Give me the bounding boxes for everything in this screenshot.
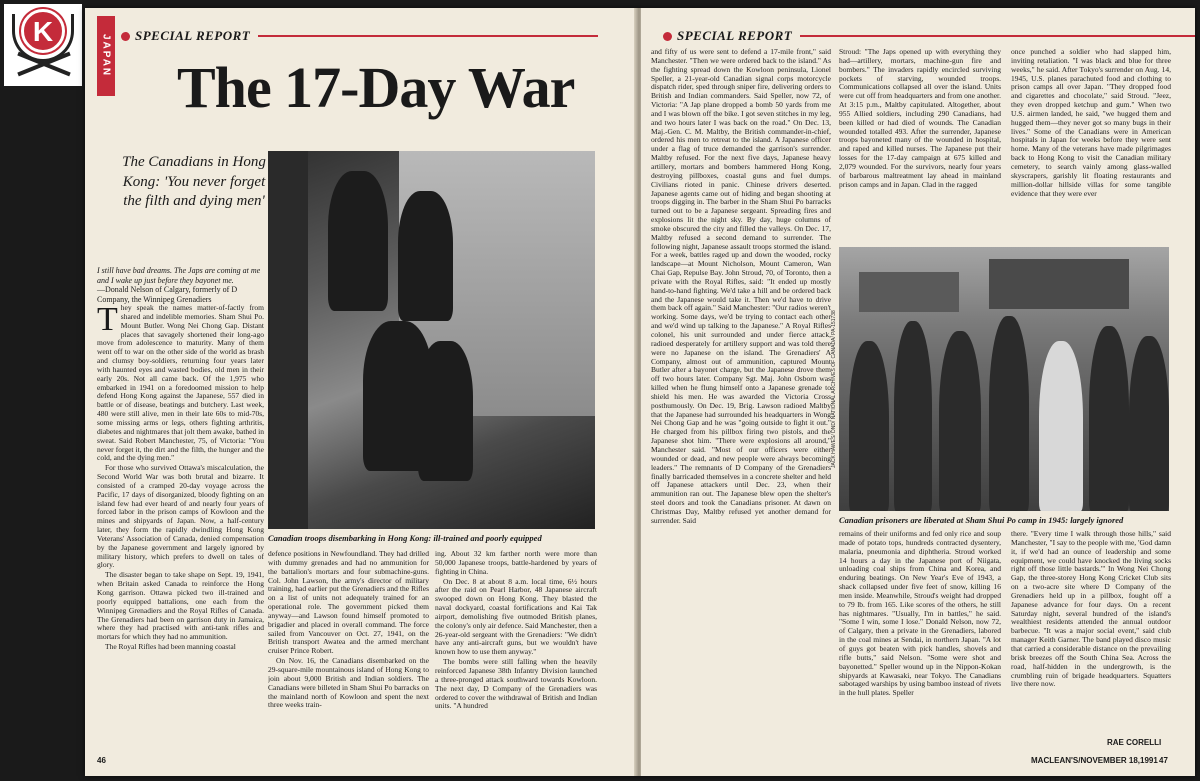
section-tab bbox=[97, 16, 115, 96]
photo-prisoner bbox=[939, 331, 981, 511]
byline: RAE CORELLI bbox=[1107, 738, 1162, 747]
page-number: 47 bbox=[1159, 756, 1168, 765]
column-1 bbox=[97, 304, 264, 752]
photo-prisoner bbox=[894, 321, 932, 511]
photo-caption: Canadian troops disembarking in Hong Kong: ill-trained and poorly equipped bbox=[268, 533, 542, 543]
photo-ship-hull bbox=[268, 151, 308, 529]
section-label: SPECIAL REPORT bbox=[677, 28, 793, 43]
photo-prisoner bbox=[989, 316, 1029, 511]
paragraph: The Royal Rifles had been manning coastal bbox=[105, 642, 236, 652]
epigraph bbox=[97, 266, 265, 304]
headline: The 17-Day War bbox=[177, 55, 575, 120]
paragraph: ing. About 32 km farther north were more than 50,000 Japanese troops, battle-hardened by years of fighting in China. bbox=[435, 550, 597, 576]
photo-figure bbox=[418, 341, 473, 481]
paragraph: For those who survived Ottawa's miscalculation, the Second World War was both brutal and bizarre. It consisted of a cramped 20-day voyage across the Pacific, 17 days of disorganized, bloody fighting on an island few had ever heard of and nearly four years of forced labor in the prison camps of Kowloon and the mines and shipyards of Japan. Now, a half-century later, they form the rapidly dwindling Hong Kong Veterans' Association of Canada, denied compensation by the Japanese government and largely ignored by military history, which prefers to dwell on tales of glory. bbox=[97, 463, 264, 570]
special-report-label bbox=[663, 28, 1195, 44]
logo-letter: K bbox=[32, 16, 54, 47]
photo-figure bbox=[328, 171, 388, 311]
column-1 bbox=[651, 48, 831, 748]
photo-caption: Canadian prisoners are liberated at Sham Shui Po camp in 1945: largely ignored bbox=[839, 515, 1124, 525]
paragraph: remains of their uniforms and fed only rice and soup made of potato tops, hundreds contracted dysentery, malaria, pneumonia and diphtheria. Stroud worked 14 hours a day in the Japanese port of Niigata, unloading coal ships from China and Korea, and enduring beatings. On New Year's Eve of 1943, a shack collapsed under five feet of snow, killing 16 men inside. Meanwhile, Stroud's weight had dropped to 79 lb. from 165. Like scores of the others, he still has nightmares. "Usually, I'm in battles," he said. "Some I win, some I lose." Donald Nelson, now 72, of Calgary, then a private in the Grenadiers, labored in the coal mines at Sendai, in northern Japan. "A lot of guys got beaten with pick handles, shovels and rifle butts," said Nelson. "Some were shot and bayonetted." Speller wound up in the Nippon-Kokan shipyards at Kawasaki, near Tokyo. The Canadians sabotaged warships by using bamboo instead of rivets in the hull plates. Speller bbox=[839, 530, 1001, 698]
logo-emblem bbox=[21, 9, 65, 53]
paragraph: Stroud: "The Japs opened up with everything they had—artillery, mortars, machine-gun fire and bombers." The invaders rapidly encircled surviving pockets of starving, wounded troops. Communications collapsed all over the island. Units were cut off from headquarters and from one another. At 3:15 p.m., Maltby capitulated. Altogether, about 955 Allied soldiers, including 290 Canadians, had been killed or had died of wounds. The Canadian wounded totalled 493. After the surrender, Japanese troops bayoneted many of the wounded in hospital, and raped and killed nurses. The Japanese put their losses for the 17-day campaign at 675 killed and 2,079 wounded. For the survivors, nearly four years of barbarous maltreatment lay ahead in mainland prison camps and in Japan. Clad in the ragged bbox=[839, 48, 1001, 189]
photo-officer bbox=[1039, 341, 1083, 511]
left-page bbox=[85, 8, 637, 776]
paragraph: once punched a soldier who had slapped him, inviting retaliation. "I was black and blue for three weeks," he said. After Tokyo's surrender on Aug. 14, 1945, U.S. planes parachuted food and clothing to prison camps all over Japan. "They dropped food and cigarettes and chocolate," said Stroud. "Jeez, they even dropped ketchup and gum." When two U.S. airmen landed, he said, "we hugged them and hugged them—they never got so many bugs in their lives." Some of the Canadians were in American hospitals in Japan for weeks before they were sent home. Many of the veterans have made pilgrimages back to Hong Kong to visit the Canadian military cemetery, to search vainly among glass-walled skyscrapers, garishly lit floating restaurants and million-dollar hillside villas for some tangible evidence that they were ever bbox=[1011, 48, 1171, 198]
bullet-icon bbox=[121, 32, 130, 41]
paragraph: and fifty of us were sent to defend a 17-mile front," said Manchester. "Then we were ordered back to the island." As the fighting spread down the Kowloon peninsula, Lionel Speller, a 21-year-old Canadian signal corps motorcycle dispatch rider, sped through sniper fire, delivering orders to British and Indian commanders. Said Speller, now 72, of Victoria: "A Jap plane dropped a bomb 50 yards from me and I was blown off the bike. I got seven stitches in my leg, and two hours later I was back on the road." On Dec. 13, Maj.-Gen. C. M. Maltby, the British commander-in-chief, ordered his men to retreat to the island. A Japanese officer under a flag of truce demanded the garrison's surrender. Maltby refused. For the next five days, Japanese heavy artillery, mortars and bombers hammered Hong Kong, destroying pillboxes, coastal guns and fuel dumps. Civilians rioted in panic. Chinese drivers deserted. Japanese agents came out of hiding and began shooting at troops digging in. The barber in the Sham Shui Po barracks turned out to be a Japanese sergeant. Spreading fires and explosions lit the night sky. By day, huge columns of smoke obscured the city and filled the valleys. On Dec. 17, Maltby refused a second demand to surrender. The following night, Japanese assault troops stormed the island. For a week, battles raged up and down the wooded, rocky landscape—at Mount Nicholson, Mount Cameron, Wan Chai Gap, Repulse Bay. John Stroud, 70, of Toronto, then a private with the Royal Rifles, said: "It ended up mostly hand-to-hand fighting. We'd take a hill and be ordered back and the Japanese would take it. Then we'd have to drive them back off again." Said Manchester: "Our radios weren't working. Some days, we'd be trying to contact each other and we'd wind up talking to the Japanese." A Royal Rifles colonel, his unit surrounded and under fierce attack, radioed desperately for artillery support and was told there were no Japanese on the island. The Grenadiers' A Company, almost out of ammunition, captured Mount Butler after a bayonet charge, but the Japanese drove them off two hours later. Company Sgt. Maj. John Osborn was killed when he flung himself onto a Japanese grenade to shield his men. He was awarded the Victoria Cross posthumously. On Dec. 19, Brig. Lawson radioed Maltby that the Japanese had surrounded his headquarters in Wong Nei Chong Gap and he was "going outside to fight it out." He charged from his pillbox firing two pistols, and the Japanese shot him. "There were explosions all around," Manchester said. "Most of our officers were either wounded or dead, and new people were always becoming leaders." The remnants of D Company of the Grenadiers finally barricaded themselves in a concrete shelter and held off Japanese attackers until Dec. 23, when their ammunition ran out. The Japanese blew open the shelter's steel doors and took the Canadians prisoner. At dawn on Christmas Day, Maltby refused yet another demand for surrender. Said bbox=[651, 48, 831, 525]
column-3-top bbox=[1011, 48, 1171, 243]
column-3 bbox=[435, 550, 597, 746]
photo-credit: JACK HAWES/ DND/ NATIONAL ARCHIVES OF CANADA/ PA-151738 bbox=[831, 310, 837, 468]
paragraph: there. "Every time I walk through those hills," said Manchester, "I say to the people with me, 'God damn it, if we'd had an ounce of leadership and some equipment, we could have knocked the living socks right off those little bastards.'" In Wong Nei Chong Gap, the three-storey Hong Kong Cricket Club sits on a two-acre site where D Company of the Grenadiers held up in a pillbox, fought off a Japanese advance for four days. On a recent Saturday night, several hundred of the island's wealthiest residents attended the annual outdoor barbecue. "It was a major social event," said club manager Keith Garner. The band played disco music that carried a considerable distance on the prevailing brisk breezes off the South China Sea. Across the road, half-hidden in the undergrowth, is the crumbling ruin of brigade headquarters. Squatters live there now. bbox=[1011, 530, 1171, 689]
paragraph: On Nov. 16, the Canadians disembarked on the 29-square-mile mountainous island of Hong Kong to join about 9,000 British and Indian soldiers. The Canadians were billeted in Sham Shui Po barracks on the mainland north of Kowloon and spent the next three weeks train- bbox=[268, 656, 429, 710]
section-tab-label: JAPAN bbox=[100, 34, 112, 78]
special-report-label bbox=[121, 28, 598, 44]
epigraph-attribution: —Donald Nelson of Calgary, formerly of D Company, the Winnipeg Grenadiers bbox=[97, 285, 238, 304]
paragraph: On Dec. 8 at about 8 a.m. local time, 6½ hours after the raid on Pearl Harbor, 48 Japanese aircraft swooped down on Hong Kong. They blasted the naval dockyard, coastal fortifications and Kai Tak airport, demolishing five outmoded British planes, the colony's only air defence. Said Manchester, then a 26-year-old sergeant with the Grenadiers: "We didn't have any anti-aircraft guns, but we wouldn't have known how to use them anyway." bbox=[435, 576, 597, 657]
brand-logo bbox=[4, 4, 82, 86]
bullet-icon bbox=[663, 32, 672, 41]
paragraph: hey speak the names matter-of-factly from shared and indelible memories. Sham Shui Po. Mount Butler. Wong Nei Chong Gap. Distant places that savagely shortened their long-ago move from adolescence to maturity. Many of them went off to war on the other side of the world as brash and clumsy boy-soldiers, returning four years later with haunted eyes and wasted bodies, old men in their early 20s. Not all came back. Of the 1,975 who embarked in 1941 on a foredoomed mission to help defend Hong Kong against the Japanese, 557 died in battle or of disease, beatings and butchery. Last week, 480 were still alive, men in their late 60s to mid-70s, some missing arms or legs, others fighting arthritis, diabetes and nightmares that jolt them awake, bathed in sweat. Said Robert Manchester, 75, of Victoria: "You never forget it, the dirt and the filth, the hunger and the cold, and the dying men." bbox=[97, 304, 264, 463]
prisoners-liberated-photo bbox=[839, 247, 1169, 511]
column-2-top bbox=[839, 48, 1001, 243]
column-2 bbox=[268, 550, 429, 746]
photo-figure bbox=[398, 191, 453, 321]
troops-disembarking-photo bbox=[268, 151, 595, 529]
right-page bbox=[641, 8, 1195, 776]
page-number: 46 bbox=[97, 756, 106, 765]
epigraph-quote: I still have bad dreams. The Japs are coming at me and I wake up just before they bayonet me. bbox=[97, 266, 261, 285]
photo-prisoner bbox=[1089, 326, 1129, 511]
column-2-bottom bbox=[839, 530, 1001, 748]
photo-barracks bbox=[859, 272, 959, 312]
dropcap: T bbox=[97, 304, 118, 338]
paragraph: The disaster began to take shape on Sept. 19, 1941, when Britain asked Canada to reinforce the Hong Kong garrison. Ottawa picked two ill-trained and poorly equipped battalions, one each from the Winnipeg Grenadiers and the Royal Rifles of Canada. The Grenadiers had been on garrison duty in Jamaica, where they had practised with anti-tank rifles and mortars for which they had no ammunition. bbox=[97, 570, 264, 642]
magazine-folio: MACLEAN'S/NOVEMBER 18,1991 bbox=[1031, 756, 1158, 765]
paragraph: The bombs were still falling when the heavily reinforced Japanese 38th Infantry Division launched a three-pronged attack southward towards Kowloon. The next day, D Company of the Grenadiers was ordered to cover the withdrawal of British and Indian units. "A hundred bbox=[435, 657, 597, 711]
deck: The Canadians in Hong Kong: 'You never forget the filth and dying men' bbox=[122, 154, 266, 209]
section-label: SPECIAL REPORT bbox=[135, 28, 251, 43]
photo-barracks bbox=[989, 259, 1129, 309]
paragraph: defence positions in Newfoundland. They had drilled with dummy grenades and had no ammunition for the battalion's mortars and four submachine-guns. Col. John Lawson, the army's director of military training, had earlier put the Grenadiers and the Rifles on a list of units not adequately trained for an operational role. The government picked them anyway—and Lawson found himself promoted to brigadier and placed in overall command. The force sailed from Vancouver on Oct. 27, 1941, on the British transport Awatea and the armed merchant cruiser Prince Robert. bbox=[268, 550, 429, 656]
header-rule bbox=[800, 35, 1195, 37]
photo-prisoner bbox=[1129, 336, 1169, 511]
photo-prisoner bbox=[849, 341, 889, 511]
magazine-spread bbox=[85, 8, 1195, 776]
header-rule bbox=[258, 35, 598, 37]
column-3-bottom bbox=[1011, 530, 1171, 735]
